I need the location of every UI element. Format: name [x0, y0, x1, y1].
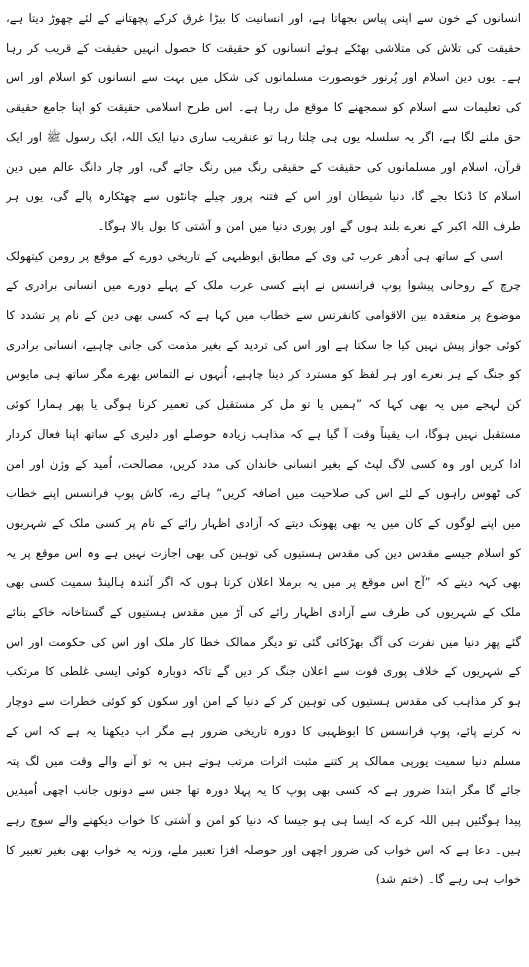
article-body [6, 4, 521, 964]
article-paragraph-2: اسی کے ساتھ ہی اُدھر عرب ٹی وی کے مطابق ابوظبہی کے تاریخی دورے کے موقع پر رومن کیتھولک چرچ کے روحانی پیشوا پوپ فرانسس نے اپنے کسی عرب ملک کے پہلے دورے میں انسانی برادری کے موضوع پر منعقدہ بین الاقوامی کانفرنس سے خطاب میں کہا ہے کہ کسی بھی دین کے نام پر تشدد کا کوئی جواز پیش نہیں کیا جا سکتا ہے اور اس کی تردید کے بغیر مذمت کی جانی چاہیے، انسانی برادری کو جنگ کے ہر نعرے اور ہر لفظ کو مسترد کر دینا چاہیے، اُنہوں نے التماس بھرے مگر ساتھ ہی مایوس کن لہجے میں یہ بھی کہا کہ ”ہمیں یا تو مل کر مستقبل کی تعمیر کرنا ہوگی یا پھر ہمارا کوئی مستقبل نہیں ہوگا، اب یقیناً وقت آ گیا ہے کہ مذاہب زیادہ حوصلے اور دلیری کے ساتھ اپنا فعال کردار ادا کریں اور وہ کسی لاگ لپٹ کے بغیر انسانی خاندان کی مدد کریں، مصالحت، اُمید کے وژن اور امن کی ٹھوس راہوں کے لئے اس کی صلاحیت میں اضافہ کریں“ ہائے رے، کاش پوپ فرانسس اپنے خطاب میں اپنے لوگوں کے کان میں یہ بھی پھونک دیتے کہ آزادی اظہار رائے کے نام پر کسی ملک کے شہریوں کو اسلام جیسے مقدس دین کی مقدس ہستیوں کی توہین کی بھی اجازت نہیں ہے وہ اس موقع پر یہ بھی کہہ دیتے کہ ”آج اس موقع پر میں یہ برملا اعلان کرتا ہوں کہ اگر آئندہ ہالینڈ سمیت کسی بھی ملک کے شہریوں کی طرف سے آزادی اظہار رائے کی آڑ میں مقدس ہستیوں کے گستاخانہ خاکے بنائے گئے پھر دنیا میں نفرت کی آگ بھڑکائی گئی تو دیگر ممالک خطا کار ملک اور اس کی حکومت اور اس کے شہریوں کے خلاف پوری قوت سے اعلان جنگ کر دیں گے تاکہ دوبارہ کوئی ایسی غلطی کا مرتکب ہو کر مذاہب کی مقدس ہستیوں کی توہین کر کے دنیا کے امن اور سکون کو کوئی خطرات سے دوچار نہ کرنے پائے، پوپ فرانسس کا ابوظہبی کا دورہ تاریخی ضرور ہے مگر اب دیکھنا یہ ہے کہ اس کے مسلم دنیا سمیت یورپی ممالک پر کتنے مثبت اثرات مرتب ہوتے ہیں یہ تو آنے والے وقت میں لگ پتہ جائے گا مگر ابتدا ضرور ہے کہ کسی بھی پوپ کا یہ پہلا دورہ تھا جس سے دونوں جانب اچھی اُمیدیں پیدا ہوگئیں ہیں اللہ کرے کہ ایسا ہی ہو جیسا کہ دنیا کو امن و آشتی کا خواب دیکھنے والے سوچ رہے ہیں۔ دعا ہے کہ اس خواب کی ضرور اچھی اور حوصلہ افزا تعبیر ملے، ورنہ یہ خواب بھی بغیر تعبیر کا خواب ہی رہے گا۔ (ختم شد) [6, 248, 521, 887]
article-paragraph-1: انسانوں کے خون سے اپنی پیاس بجھاتا ہے، اور انسانیت کا بیڑا غرق کرکے پچھتانے کے لئے چھوڑ دیتا ہے، حقیقت کی تلاش کی متلاشی بھٹکے ہوئے انسانوں کو حقیقت کا حصول انہیں حقیقت کے قریب کر رہا ہے۔ یوں دین اسلام اور پُرنور خوبصورت مسلمانوں کی شکل میں بہت سے انسانوں کو اسلام اور اس کی تعلیمات سے اسلام کو سمجھنے کا موقع مل رہا ہے۔ اس طرح اسلامی حقیقت کو اپنا جامع حقیقی حق ملنے لگا ہے، اگر یہ سلسلہ یوں ہی چلتا رہا تو عنقریب ساری دنیا ایک اللہ، ایک رسول ﷺ اور ایک قرآن، اسلام اور مسلمانوں کی حقیقت کے حقیقی رنگ میں رنگ جائے گی، اور چار دانگ عالم میں دین اسلام کا ڈنکا بجے گا، دنیا شیطان اور اس کے فتنہ پرور چیلے چانٹوں سے چھٹکارہ پالے گی، یوں ہر طرف اللہ اکبر کے نعرے بلند ہوں گے اور پوری دنیا میں امن و آشتی کا بول بالا ہوگا۔ [6, 11, 521, 233]
